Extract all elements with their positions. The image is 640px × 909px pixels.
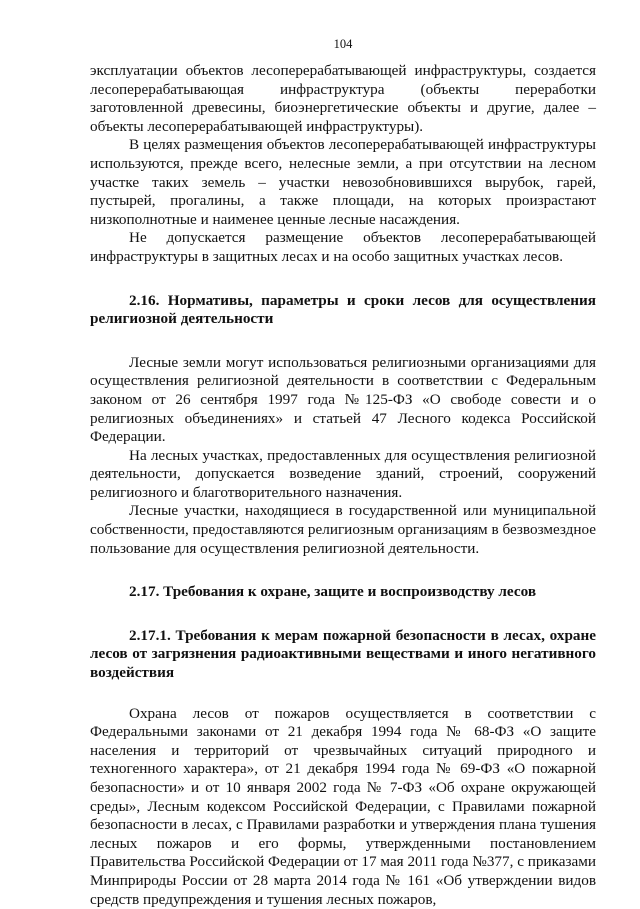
paragraph-religious-buildings: На лесных участках, предоставленных для осуществления религиозной деятельности, допускается возведение зданий, строений, сооружений религиозного и благотворительного назначения.: [90, 446, 596, 501]
paragraph-land-placement: В целях размещения объектов лесоперерабатывающей инфраструктуры используются, прежде всего, нелесные земли, а при отсутствии на лесном участке таких земель – участки невозобновившихся вырубок, гарей, пустырей, прогалины, а также площади, на которых произрастают низкополнотные и наименее ценные лесные насаждения.: [90, 136, 596, 228]
page-number: 104: [333, 37, 353, 51]
paragraph-religious-use: Лесные земли могут использоваться религиозными организациями для осуществления религиозной деятельности в соответствии с Федеральным законом от 26 сентября 1997 года №125-ФЗ «О свободе совести и о религиозных объединениях» и статьей 47 Лесного кодекса Российской Федерации.: [90, 353, 596, 446]
paragraph-free-use: Лесные участки, находящиеся в государственной или муниципальной собственности, предоставляются религиозным организациям в безвозмездное пользование для осуществления религиозной деятельности.: [90, 502, 596, 557]
section-heading-2-17-1: 2.17.1. Требования к мерам пожарной безопасности в лесах, охране лесов от загрязнения радиоактивными веществами и иного негативного воздействия: [90, 626, 596, 682]
section-heading-2-17: 2.17. Требования к охране, защите и воспроизводству лесов: [129, 583, 537, 601]
paragraph-prohibition: Не допускается размещение объектов лесоперерабатывающей инфраструктуры в защитных лесах и на особо защитных участках лесов.: [90, 229, 596, 265]
paragraph-continuation: эксплуатации объектов лесоперерабатывающей инфраструктуры, создается лесоперерабатывающая инфраструктура (объекты переработки заготовленной древесины, биоэнергетические объекты и другие, далее – объекты лесоперерабатывающей инфраструктуры).: [90, 62, 596, 135]
section-heading-2-16: 2.16. Нормативы, параметры и сроки лесов для осуществления религиозной деятельности: [90, 291, 596, 328]
document-page: [90, 36, 596, 909]
paragraph-fire-protection: Охрана лесов от пожаров осуществляется в соответствии с Федеральными законами от 21 декабря 1994 года № 68-ФЗ «О защите населения и территорий от чрезвычайных ситуаций природного и техногенного характера», от 21 декабря 1994 года № 69-ФЗ «О пожарной безопасности» и от 10 января 2002 года № 7-ФЗ «Об охране окружающей среды», Лесным кодексом Российской Федерации, с Правилами пожарной безопасности в лесах, с Правилами разработки и утверждения плана тушения лесных пожаров и его формы, утвержденными постановлением Правительства Российской Федерации от 17 мая 2011 года №377, с приказами Минприроды России от 28 марта 2014 года № 161 «Об утверждении видов средств предупреждения и тушения лесных пожаров,: [90, 704, 596, 908]
